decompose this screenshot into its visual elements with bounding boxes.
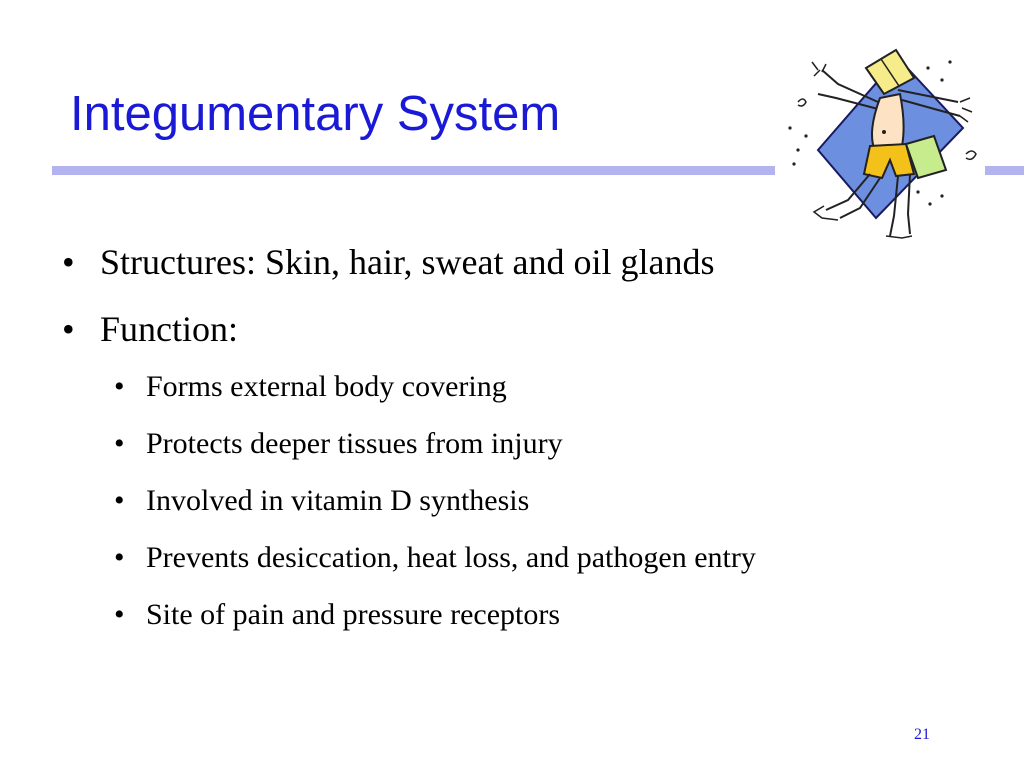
list-item	[114, 426, 563, 462]
list-item	[114, 597, 561, 633]
bullet-marker: •	[114, 370, 125, 403]
sub-bullet-text: Prevents desiccation, heat loss, and pathogen entry	[146, 541, 756, 574]
bullet-text: Function:	[100, 309, 239, 349]
list-item	[114, 483, 530, 519]
list-item	[114, 369, 507, 405]
bullet-marker: •	[114, 427, 125, 460]
title-underline-rule-right	[985, 166, 1024, 175]
list-item	[114, 540, 756, 576]
bullet-marker: •	[114, 541, 125, 574]
bullet-marker: •	[114, 484, 125, 517]
sunbather-on-towel-icon	[778, 40, 990, 242]
bullet-text: Structures: Skin, hair, sweat and oil glands	[100, 242, 715, 282]
page-number: 21	[914, 726, 930, 743]
sub-bullet-text: Protects deeper tissues from injury	[146, 427, 563, 460]
list-item	[62, 308, 239, 350]
bullet-marker: •	[62, 309, 75, 349]
sub-bullet-text: Site of pain and pressure receptors	[146, 598, 561, 631]
list-item	[62, 241, 715, 283]
slide-title: Integumentary System	[70, 87, 561, 141]
sub-bullet-text: Involved in vitamin D synthesis	[146, 484, 530, 517]
title-underline-rule	[52, 166, 775, 175]
bullet-marker: •	[114, 598, 125, 631]
sub-bullet-text: Forms external body covering	[146, 370, 507, 403]
bullet-marker: •	[62, 242, 75, 282]
